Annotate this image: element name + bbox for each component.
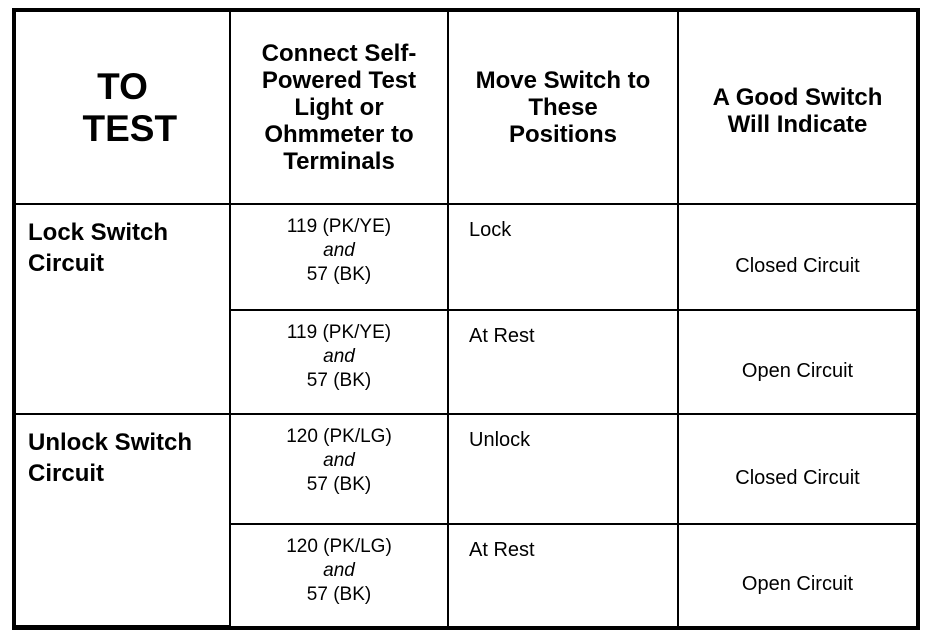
group-label: Unlock Switch Circuit <box>28 429 193 487</box>
connector-word: and <box>323 346 355 367</box>
connector-word: and <box>323 240 355 261</box>
connector-word: and <box>323 560 355 581</box>
header-indicate-label: A Good Switch Will Indicate <box>712 83 883 138</box>
group-lock-switch-circuit <box>16 204 230 414</box>
table-row <box>16 414 916 524</box>
header-connect <box>230 12 448 204</box>
group-unlock-switch-circuit <box>16 414 230 626</box>
terminal-b: 57 (BK) <box>306 370 372 391</box>
group-label: Lock Switch Circuit <box>28 219 169 277</box>
terminal-a: 119 (PK/YE) <box>286 216 392 237</box>
terminals-cell <box>230 310 448 414</box>
terminal-b: 57 (BK) <box>306 474 372 495</box>
header-to-test <box>16 12 230 204</box>
terminal-b: 57 (BK) <box>306 584 372 605</box>
header-move-label: Move Switch to These Positions <box>475 67 651 148</box>
switch-test-table <box>16 12 916 627</box>
indication-cell: Open Circuit <box>678 310 916 414</box>
indication-cell: Open Circuit <box>678 524 916 626</box>
terminals-cell <box>230 414 448 524</box>
header-to-test-label: TO TEST <box>82 65 178 149</box>
indication-cell: Closed Circuit <box>678 204 916 310</box>
header-connect-label: Connect Self-Powered Test Light or Ohmmeter to Terminals <box>261 40 417 175</box>
terminal-a: 120 (PK/LG) <box>286 426 392 447</box>
header-indicate <box>678 12 916 204</box>
header-row <box>16 12 916 204</box>
terminals-cell <box>230 524 448 626</box>
header-move <box>448 12 678 204</box>
terminals-cell <box>230 204 448 310</box>
terminal-a: 119 (PK/YE) <box>286 322 392 343</box>
switch-test-table-frame <box>12 8 920 630</box>
connector-word: and <box>323 450 355 471</box>
terminal-a: 120 (PK/LG) <box>286 536 392 557</box>
position-cell: Unlock <box>448 414 678 524</box>
position-cell: At Rest <box>448 310 678 414</box>
terminal-b: 57 (BK) <box>306 264 372 285</box>
indication-cell: Closed Circuit <box>678 414 916 524</box>
table-row <box>16 204 916 310</box>
position-cell: Lock <box>448 204 678 310</box>
position-cell: At Rest <box>448 524 678 626</box>
